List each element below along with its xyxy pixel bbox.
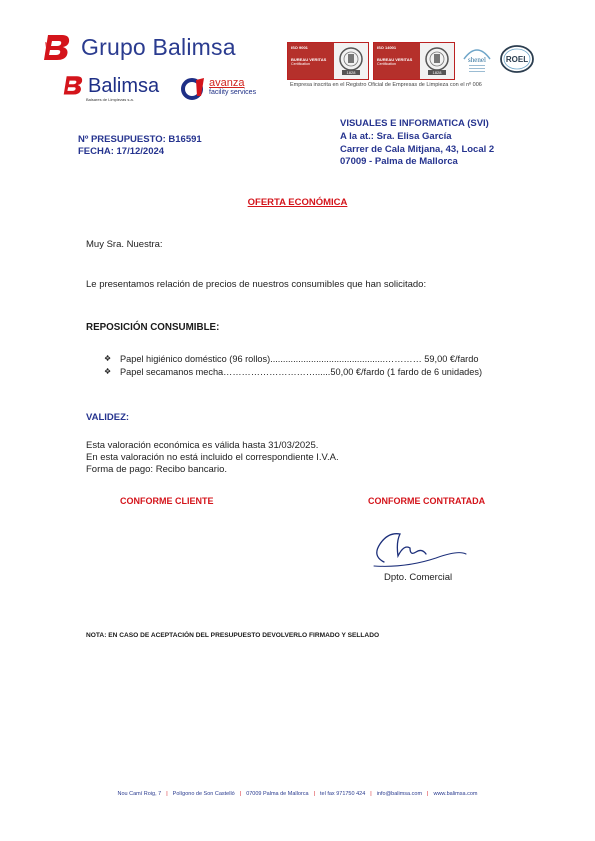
offer-title: OFERTA ECONÓMICA [247,197,348,208]
budget-number: Nº PRESUPUESTO: B16591 [78,134,202,145]
balimsa-name: Balimsa [88,75,160,97]
recipient-block [340,118,494,169]
conforme-contratada: CONFORME CONTRATADA [368,496,486,506]
section-heading: REPOSICIÓN CONSUMIBLE: [86,322,220,333]
item-text: Papel secamanos mecha…………………………......50,00 €/fardo (1 fardo de 6 unidades) [120,367,483,377]
nota: NOTA: EN CASO DE ACEPTACIÓN DEL PRESUPUESTO DEVOLVERLO FIRMADO Y SELLADO [86,632,380,639]
footer-area: Polígono de Son Castelló [172,791,235,797]
cert1-bv: BUREAU VERITAS [291,57,327,62]
validez-line: En esta valoración no está incluido el correspondiente I.V.A. [86,452,339,463]
roel-ring-icon [499,44,535,74]
validez-line: Forma de pago: Recibo bancario. [86,464,227,475]
greeting: Muy Sra. Nuestra: [86,239,163,250]
budget-date: FECHA: 17/12/2024 [78,146,165,157]
validez-line: Esta valoración económica es válida hasta 31/03/2025. [86,440,319,451]
avanza-logo [180,76,256,100]
balimsa-b-icon [42,32,74,62]
bureau-veritas-seal-icon [423,46,451,76]
footer: Nou Camí Roig, 7 | Polígono de Son Castelló | 07009 Palma de Mallorca | tel fax 971750 424 | info@balimsa.com | www.balimsa.com [117,791,478,797]
validez-heading: VALIDEZ: [86,412,130,423]
group-name: Grupo Balimsa [81,33,236,60]
recipient-street: Carrer de Cala Mitjana, 43, Local 2 [340,143,495,155]
footer-web: www.balimsa.com [433,791,478,797]
recipient-attention: A la at.: Sra. Elisa García [340,130,452,142]
diamond-bullet-icon: ❖ [104,354,112,363]
signature-image [366,522,486,572]
roel-text: ROEL [505,55,529,64]
grupo-balimsa-logo [42,32,236,62]
cert1-certification: Certification [291,62,310,66]
footer-email: info@balimsa.com [376,791,423,797]
department: Dpto. Comercial [384,572,453,583]
list-item [104,367,482,377]
cert1-iso: ISO 9001 [291,45,308,50]
footer-city: 07009 Palma de Mallorca [246,791,309,797]
iso-9001-badge [287,42,369,80]
cert2-bv: BUREAU VERITAS [377,57,413,62]
balimsa-b-small-icon [62,74,86,96]
recipient-company: VISUALES E INFORMATICA (SVI) [340,118,489,129]
recipient-city: 07009 - Palma de Mallorca [340,156,458,168]
cert2-certification: Certification [377,62,396,66]
cert2-year: 1828 [432,70,442,75]
balimsa-subtitle: Balsares de Limpiezas s.a. [86,97,134,102]
avanza-a-icon [180,76,206,100]
intro-text: Le presentamos relación de precios de nuestros consumibles que han solicitado: [86,279,427,290]
item-text: Papel higiénico doméstico (96 rollos).............................................………… 59,00 €/fardo [120,354,479,364]
conforme-cliente: CONFORME CLIENTE [120,496,214,506]
shenel-logo-icon [460,43,494,77]
avanza-name: avanza [209,77,245,89]
cert2-iso: ISO 14001 [377,45,397,50]
footer-phone: tel fax 971750 424 [320,791,366,797]
cert1-year: 1828 [346,70,356,75]
balimsa-logo [62,74,159,102]
iso-14001-badge [373,42,455,80]
diamond-bullet-icon: ❖ [104,367,112,376]
budget-meta [78,134,202,158]
footer-address: Nou Camí Roig, 7 [117,791,162,797]
list-item [104,354,478,364]
svg-text:shenel: shenel [468,56,486,64]
avanza-tagline: facility services [209,89,257,96]
roel-logo [499,44,535,74]
bureau-veritas-seal-icon [337,46,365,76]
registry-note: Empresa inscrita en el Registro Oficial de Empresas de Limpieza con el nº 006 [290,82,482,88]
